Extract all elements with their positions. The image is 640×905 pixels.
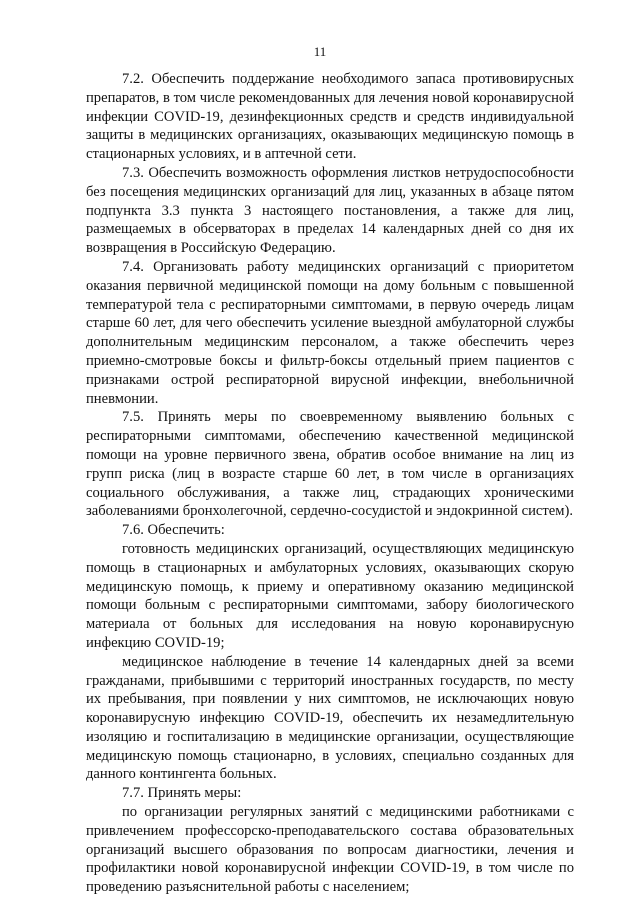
paragraph-7-6-item-1: готовность медицинских организаций, осуществляющих медицинскую помощь в стационарных и амбулаторных условиях, оказывающих скорую медицинскую помощь, к приему и оперативному оказанию медицинской помощи больным с респираторными симптомами, забору биологического материала от больных для исследования на новую коронавирусную инфекцию COVID-19;	[86, 540, 574, 651]
document-body	[86, 70, 574, 897]
paragraph-7-4: 7.4. Организовать работу медицинских организаций с приоритетом оказания первичной медицинской помощи на дому больным с повышенной температурой тела с респираторными симптомами, в первую очередь лицам старше 60 лет, для чего обеспечить усиление выездной амбулаторной службы дополнительным медицинским персоналом, а также обеспечить через приемно-смотровые боксы и фильтр-боксы отдельный прием пациентов с признаками острой респираторной вирусной инфекции, внебольничной пневмонии.	[86, 258, 574, 407]
paragraph-7-3: 7.3. Обеспечить возможность оформления листков нетрудоспособности без посещения медицинских организаций для лиц, указанных в абзаце пятом подпункта 3.3 пункта 3 настоящего постановления, а также для лиц, размещаемых в обсерваторах в пределах 14 календарных дней со дня их возвращения в Российскую Федерацию.	[86, 164, 574, 257]
paragraph-7-6-item-2: медицинское наблюдение в течение 14 календарных дней за всеми гражданами, прибывшими с территорий иностранных государств, по месту их пребывания, при появлении у них симптомов, не исключающих новую коронавирусную инфекцию COVID-19, обеспечить их незамедлительную изоляцию и госпитализацию в медицинские организации, осуществляющие медицинскую помощь стационарно, в условиях, специально созданных для данного контингента больных.	[86, 653, 574, 783]
paragraph-7-7-heading: 7.7. Принять меры:	[122, 785, 242, 802]
paragraph-7-2: 7.2. Обеспечить поддержание необходимого запаса противовирусных препаратов, в том числе рекомендованных для лечения новой коронавирусной инфекции COVID-19, дезинфекционных средств и средств индивидуальной защиты в медицинских организациях, оказывающих медицинскую помощь в стационарных условиях, и в аптечной сети.	[86, 71, 574, 163]
paragraph-7-6-heading: 7.6. Обеспечить:	[122, 522, 225, 539]
paragraph-7-5: 7.5. Принять меры по своевременному выявлению больных с респираторными симптомами, обеспечению качественной медицинской помощи на уровне первичного звена, обратив особое внимание на лиц из групп риска (лиц в возрасте старше 60 лет, в том числе в организациях социального обслуживания, а также лиц, страдающих хроническими заболеваниями бронхолегочной, сердечно-сосудистой и эндокринной систем).	[86, 409, 574, 520]
page-number: 11	[313, 44, 327, 59]
paragraph-7-7-item-1: по организации регулярных занятий с медицинскими работниками с привлечением профессорско-преподавательского состава образовательных организаций высшего образования по вопросам диагностики, лечения и профилактики новой коронавирусной инфекции COVID-19, в том числе по проведению разъяснительной работы с населением;	[86, 804, 574, 896]
